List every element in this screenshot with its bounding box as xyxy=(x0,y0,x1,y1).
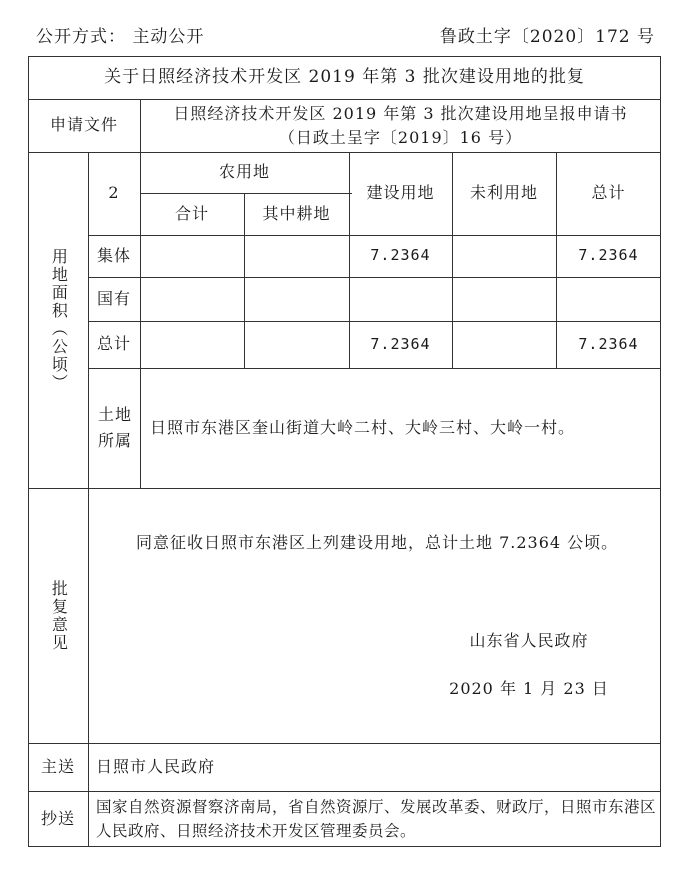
collective-total: 7.2364 xyxy=(578,246,639,265)
row-label-state-owned: 国有 xyxy=(96,288,131,308)
total-subtotal xyxy=(140,321,244,368)
approval-label xyxy=(28,488,88,743)
total-unused xyxy=(452,321,556,368)
approval-date: 2020 年 1 月 23 日 xyxy=(449,678,609,698)
collective-construction: 7.2364 xyxy=(370,246,431,265)
row-label-total: 总计 xyxy=(96,334,131,354)
application-label: 申请文件 xyxy=(49,115,118,135)
state-total xyxy=(556,277,661,321)
land-area-label-text: 用地面积（公顷） xyxy=(49,248,69,392)
farmland-header: 农用地 xyxy=(218,162,270,182)
state-unused xyxy=(452,277,556,321)
copy-send-label: 抄送 xyxy=(40,808,75,828)
main-send-text: 日照市人民政府 xyxy=(96,756,216,776)
ownership-text: 日照市东港区奎山街道大岭二村、大岭三村、大岭一村。 xyxy=(150,417,576,437)
subtotal-header: 合计 xyxy=(174,203,209,223)
state-construction xyxy=(349,277,452,321)
copy-send-text: 国家自然资源督察济南局，省自然资源厅、发展改革委、财政厅，日照市东港区人民政府、日照经济技术开发区管理委员会。 xyxy=(96,797,657,840)
total-construction: 7.2364 xyxy=(370,334,431,353)
collective-unused xyxy=(452,235,556,277)
application-line-2: （日政土呈字〔2019〕16 号） xyxy=(278,127,523,147)
ownership-label: 土地所属 xyxy=(97,405,132,450)
total-total: 7.2364 xyxy=(578,334,639,353)
approval-form-table xyxy=(28,56,661,847)
unused-land-header: 未利用地 xyxy=(469,183,538,203)
main-send-label: 主送 xyxy=(40,756,75,776)
disclosure-mode: 公开方式： 主动公开 xyxy=(36,27,205,47)
state-cultivated xyxy=(244,277,349,321)
collective-cultivated xyxy=(244,235,349,277)
total-cultivated xyxy=(244,321,349,368)
approval-opinion-text: 同意征收日照市东港区上列建设用地，总计土地 7.2364 公顷。 xyxy=(136,532,619,552)
land-area-index: 2 xyxy=(108,183,120,203)
construction-land-header: 建设用地 xyxy=(366,183,435,203)
approval-label-text: 批复意见 xyxy=(49,579,69,652)
land-area-label xyxy=(28,152,88,488)
application-document xyxy=(140,99,661,152)
row-label-collective: 集体 xyxy=(96,245,131,265)
approval-title: 关于日照经济技术开发区 2019 年第 3 批次建设用地的批复 xyxy=(104,67,585,88)
application-line-1: 日照经济技术开发区 2019 年第 3 批次建设用地呈报申请书 xyxy=(173,104,628,124)
document-number: 鲁政土字〔2020〕172 号 xyxy=(439,27,655,47)
collective-subtotal xyxy=(140,235,244,277)
approving-authority: 山东省人民政府 xyxy=(469,630,589,650)
total-header: 总计 xyxy=(591,183,626,203)
cultivated-header: 其中耕地 xyxy=(262,203,331,223)
state-subtotal xyxy=(140,277,244,321)
